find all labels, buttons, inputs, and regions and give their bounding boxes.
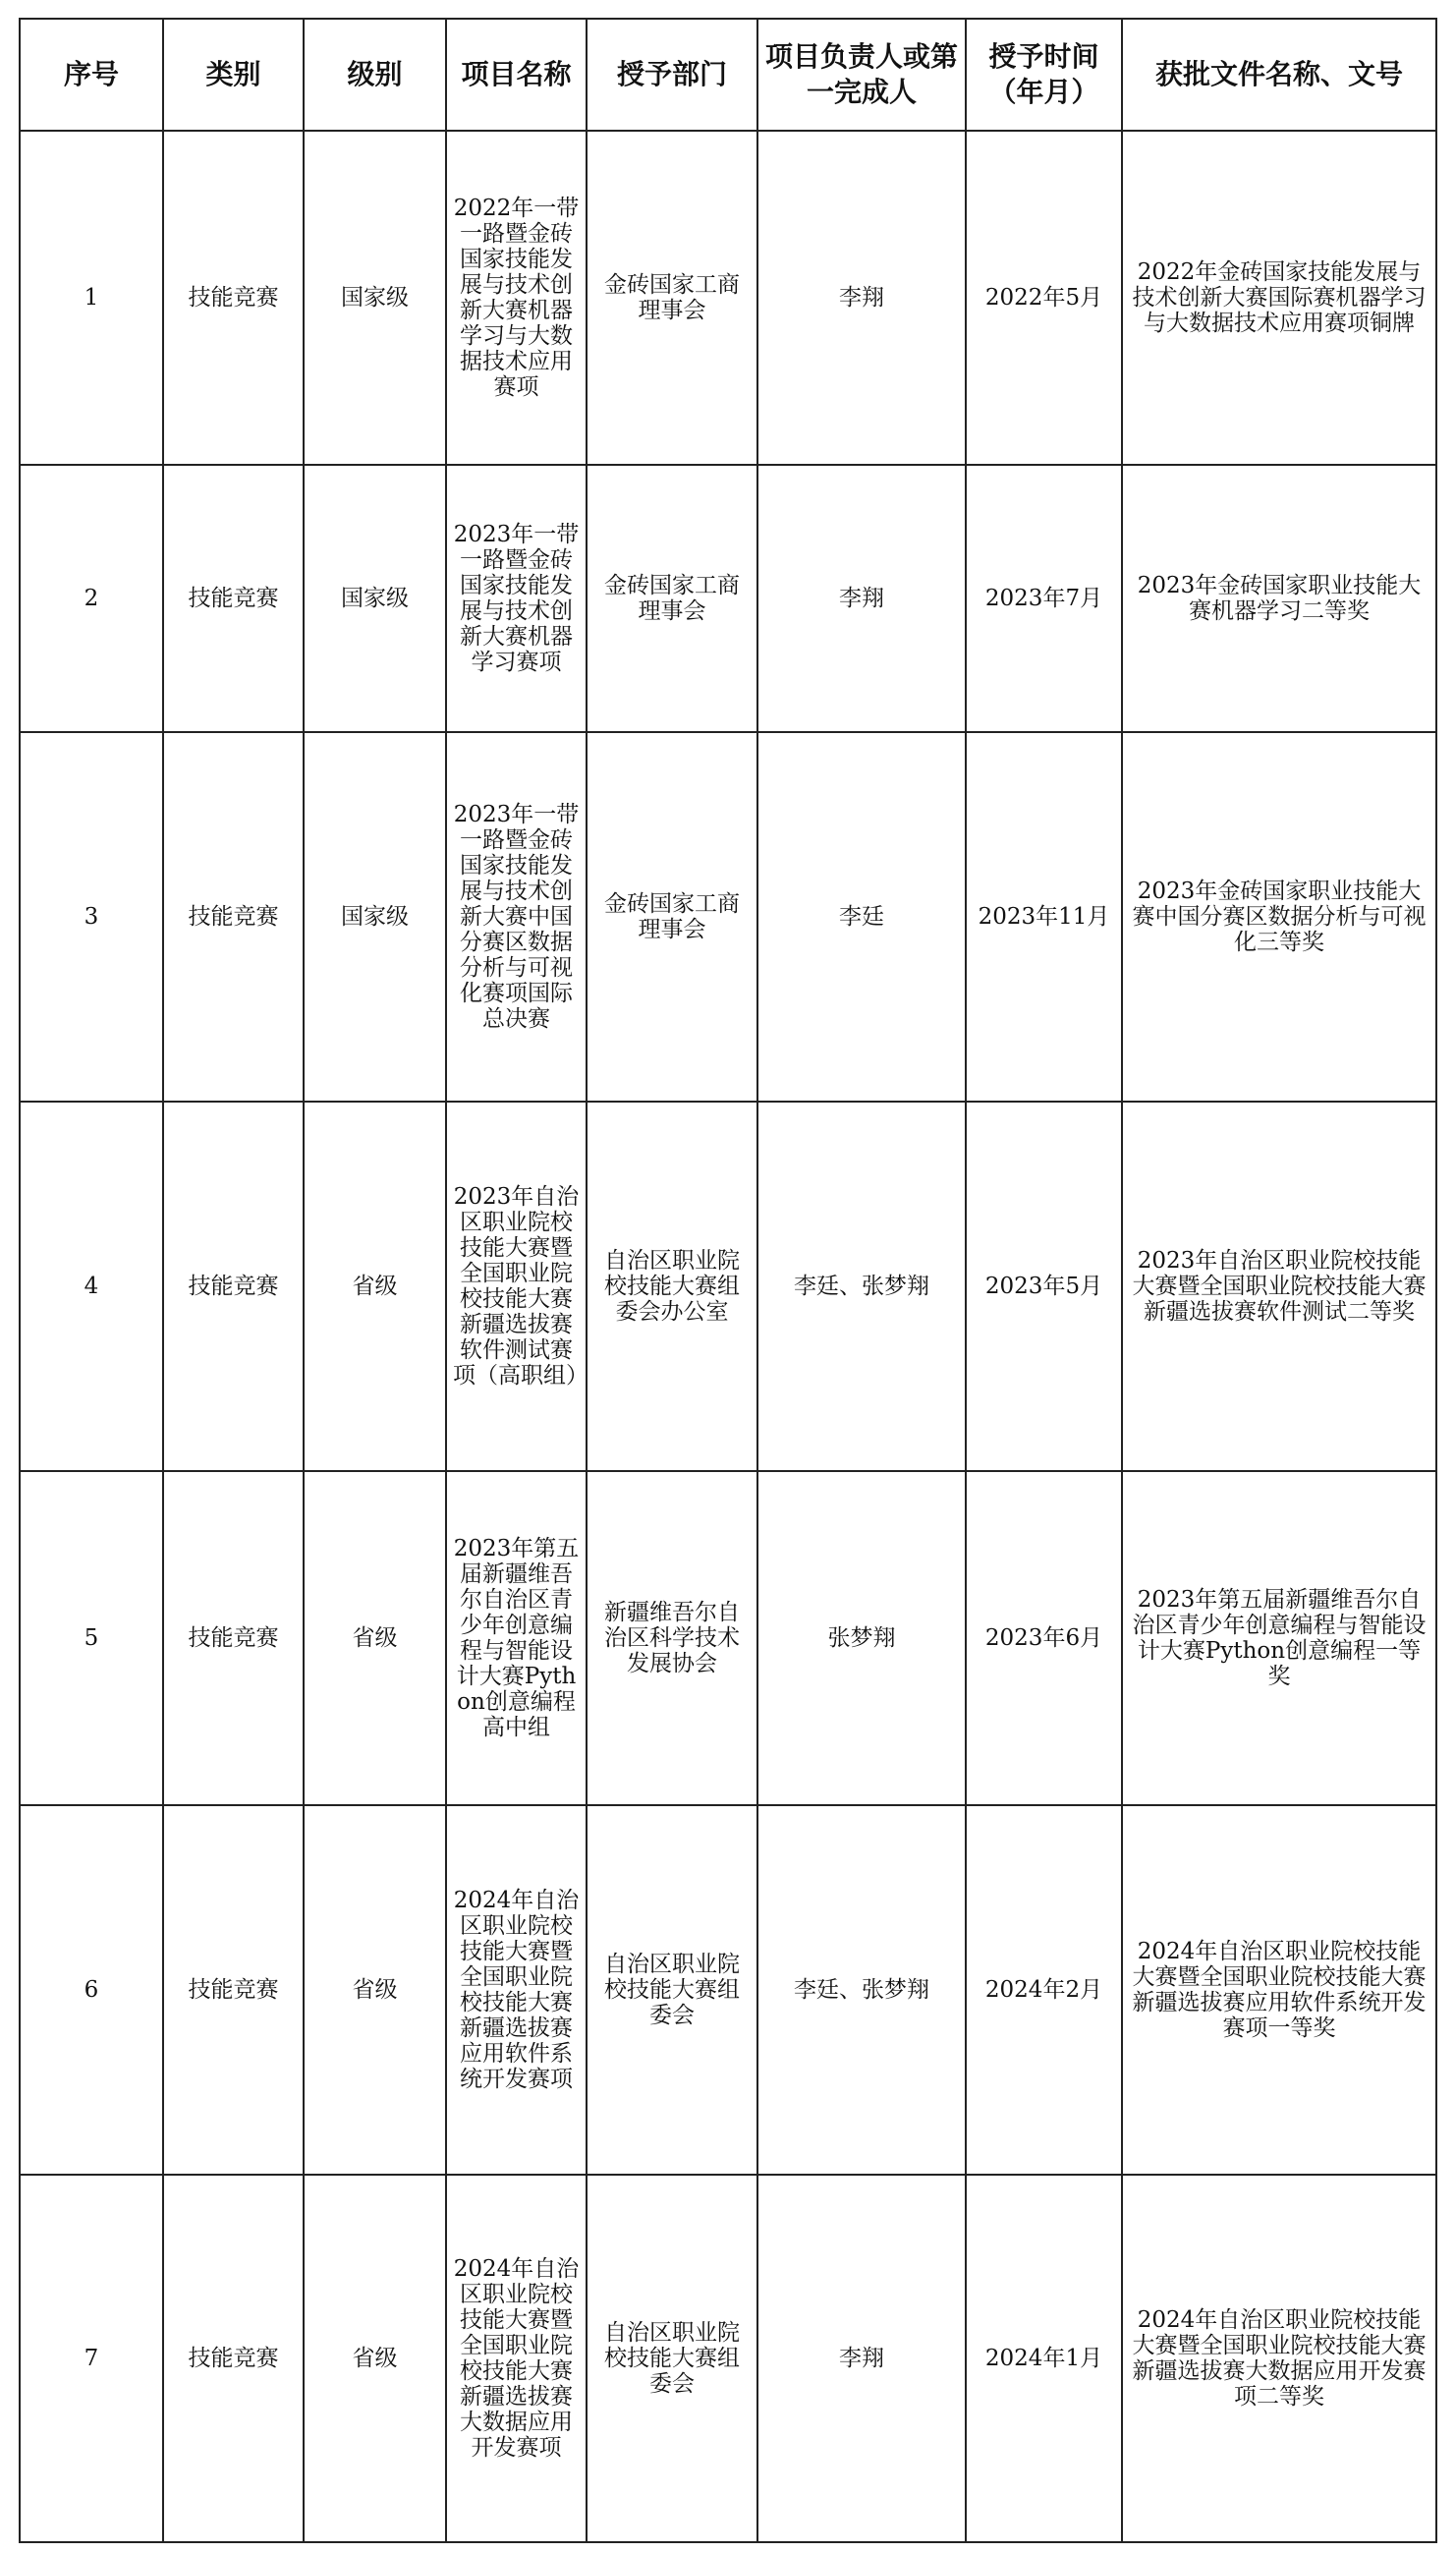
cell-date: 2023年11月	[966, 732, 1122, 1102]
cell-category: 技能竞赛	[163, 2175, 304, 2542]
cell-level: 国家级	[304, 465, 446, 732]
cell-date: 2023年5月	[966, 1102, 1122, 1471]
cell-no: 4	[20, 1102, 163, 1471]
cell-project-name: 2023年一带一路暨金砖国家技能发展与技术创新大赛中国分赛区数据分析与可视化赛项国际总决赛	[446, 732, 587, 1102]
cell-department: 自治区职业院校技能大赛组委会	[587, 2175, 757, 2542]
cell-date: 2022年5月	[966, 131, 1122, 465]
cell-level: 省级	[304, 1805, 446, 2175]
header-no: 序号	[20, 19, 163, 131]
cell-leader: 张梦翔	[757, 1471, 966, 1805]
cell-category: 技能竞赛	[163, 1471, 304, 1805]
cell-department: 金砖国家工商理事会	[587, 465, 757, 732]
cell-category: 技能竞赛	[163, 465, 304, 732]
cell-date: 2024年1月	[966, 2175, 1122, 2542]
cell-leader: 李廷、张梦翔	[757, 1102, 966, 1471]
cell-document: 2023年金砖国家职业技能大赛中国分赛区数据分析与可视化三等奖	[1122, 732, 1436, 1102]
cell-department: 金砖国家工商理事会	[587, 732, 757, 1102]
awards-table	[19, 18, 1437, 2543]
cell-project-name: 2024年自治区职业院校技能大赛暨全国职业院校技能大赛新疆选拔赛大数据应用开发赛项	[446, 2175, 587, 2542]
cell-document: 2024年自治区职业院校技能大赛暨全国职业院校技能大赛新疆选拔赛大数据应用开发赛项二等奖	[1122, 2175, 1436, 2542]
cell-document: 2024年自治区职业院校技能大赛暨全国职业院校技能大赛新疆选拔赛应用软件系统开发赛项一等奖	[1122, 1805, 1436, 2175]
cell-level: 国家级	[304, 732, 446, 1102]
cell-project-name: 2024年自治区职业院校技能大赛暨全国职业院校技能大赛新疆选拔赛应用软件系统开发赛项	[446, 1805, 587, 2175]
header-document: 获批文件名称、文号	[1122, 19, 1436, 131]
cell-leader: 李廷	[757, 732, 966, 1102]
cell-no: 6	[20, 1805, 163, 2175]
header-leader: 项目负责人或第一完成人	[757, 19, 966, 131]
header-date: 授予时间（年月）	[966, 19, 1122, 131]
cell-category: 技能竞赛	[163, 732, 304, 1102]
cell-project-name: 2022年一带一路暨金砖国家技能发展与技术创新大赛机器学习与大数据技术应用赛项	[446, 131, 587, 465]
cell-level: 省级	[304, 2175, 446, 2542]
cell-no: 1	[20, 131, 163, 465]
cell-date: 2023年7月	[966, 465, 1122, 732]
cell-leader: 李翔	[757, 131, 966, 465]
table-row	[20, 1471, 1436, 1805]
cell-document: 2023年自治区职业院校技能大赛暨全国职业院校技能大赛新疆选拔赛软件测试二等奖	[1122, 1102, 1436, 1471]
cell-level: 国家级	[304, 131, 446, 465]
cell-no: 7	[20, 2175, 163, 2542]
cell-no: 3	[20, 732, 163, 1102]
cell-project-name: 2023年一带一路暨金砖国家技能发展与技术创新大赛机器学习赛项	[446, 465, 587, 732]
header-department: 授予部门	[587, 19, 757, 131]
cell-document: 2023年金砖国家职业技能大赛机器学习二等奖	[1122, 465, 1436, 732]
cell-document: 2023年第五届新疆维吾尔自治区青少年创意编程与智能设计大赛Python创意编程一等奖	[1122, 1471, 1436, 1805]
cell-no: 5	[20, 1471, 163, 1805]
cell-category: 技能竞赛	[163, 1102, 304, 1471]
table-row	[20, 1102, 1436, 1471]
cell-project-name: 2023年自治区职业院校技能大赛暨全国职业院校技能大赛新疆选拔赛软件测试赛项（高职组）	[446, 1102, 587, 1471]
header-level: 级别	[304, 19, 446, 131]
header-project-name: 项目名称	[446, 19, 587, 131]
table-row	[20, 732, 1436, 1102]
cell-department: 自治区职业院校技能大赛组委会	[587, 1805, 757, 2175]
cell-document: 2022年金砖国家技能发展与技术创新大赛国际赛机器学习与大数据技术应用赛项铜牌	[1122, 131, 1436, 465]
cell-leader: 李翔	[757, 465, 966, 732]
cell-leader: 李廷、张梦翔	[757, 1805, 966, 2175]
cell-department: 自治区职业院校技能大赛组委会办公室	[587, 1102, 757, 1471]
table-row	[20, 2175, 1436, 2542]
cell-department: 金砖国家工商理事会	[587, 131, 757, 465]
cell-department: 新疆维吾尔自治区科学技术发展协会	[587, 1471, 757, 1805]
cell-level: 省级	[304, 1102, 446, 1471]
cell-project-name: 2023年第五届新疆维吾尔自治区青少年创意编程与智能设计大赛Python创意编程高中组	[446, 1471, 587, 1805]
cell-level: 省级	[304, 1471, 446, 1805]
header-category: 类别	[163, 19, 304, 131]
cell-leader: 李翔	[757, 2175, 966, 2542]
cell-no: 2	[20, 465, 163, 732]
table-row	[20, 1805, 1436, 2175]
table-row	[20, 465, 1436, 732]
header-row	[20, 19, 1436, 131]
cell-date: 2024年2月	[966, 1805, 1122, 2175]
cell-category: 技能竞赛	[163, 131, 304, 465]
table-row	[20, 131, 1436, 465]
cell-date: 2023年6月	[966, 1471, 1122, 1805]
cell-category: 技能竞赛	[163, 1805, 304, 2175]
